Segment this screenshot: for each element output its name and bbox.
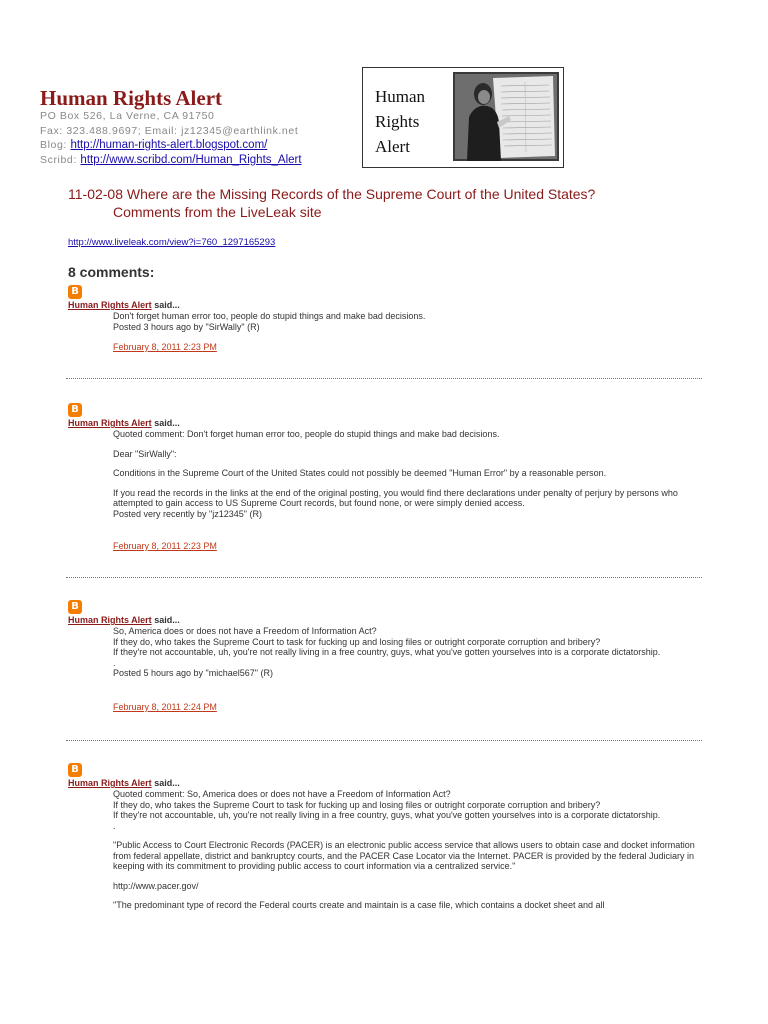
blog-link[interactable]: http://human-rights-alert.blogspot.com/ xyxy=(70,139,268,151)
comment-line: Don't forget human error too, people do stupid things and make bad decisions. xyxy=(113,311,426,321)
comment-line: Quoted comment: Don't forget human error too, people do stupid things and make bad decisions. xyxy=(113,429,500,439)
comment-timestamp[interactable]: February 8, 2011 2:24 PM xyxy=(113,702,217,712)
source-link[interactable]: http://www.liveleak.com/view?i=760_1297165293 xyxy=(68,237,276,248)
comment-body xyxy=(113,311,695,332)
comment-line: http://www.pacer.gov/ xyxy=(113,880,199,891)
comment-author xyxy=(68,300,180,310)
author-link[interactable]: Human Rights Alert xyxy=(68,778,152,788)
paragraph-gap xyxy=(113,479,695,488)
comment-body xyxy=(113,429,695,519)
org-title: Human Rights Alert xyxy=(40,86,223,110)
comment-line: So, America does or does not have a Freedom of Information Act? xyxy=(113,626,377,636)
comment-separator xyxy=(66,740,702,741)
logo xyxy=(362,67,564,168)
comment-line: If they're not accountable, uh, you're not really living in a free country, guys, what you've gotten yourselves into is a corporate dictatorship. xyxy=(113,810,661,820)
said-label: said... xyxy=(154,615,180,625)
paragraph-gap xyxy=(113,891,695,900)
post-title-line-1: 11-02-08 Where are the Missing Records of the Supreme Court of the United States? xyxy=(68,186,596,202)
comment-line: If you read the records in the links at the end of the original posting, you would find there declarations under penalty of perjury by persons who attempted to gain access to US Supreme Court records, but found none, or were simply denied access. xyxy=(113,487,678,508)
fax-email-line: Fax: 323.488.9697; Email: jz12345@earthlink.net xyxy=(40,125,299,137)
comment-separator xyxy=(66,577,702,578)
scribd-link[interactable]: http://www.scribd.com/Human_Rights_Alert xyxy=(80,154,302,166)
blogger-icon: B xyxy=(68,285,82,299)
post-title xyxy=(68,185,648,221)
said-label: said... xyxy=(154,300,180,310)
comment-body xyxy=(113,626,695,679)
comment-line: Posted 5 hours ago by "michael567" (R) xyxy=(113,668,273,678)
comment-line: Posted 3 hours ago by "SirWally" (R) xyxy=(113,321,260,332)
paragraph-gap xyxy=(113,440,695,449)
blogger-icon: B xyxy=(68,403,82,417)
scribd-label: Scribd: xyxy=(40,154,77,166)
comment-line: If they're not accountable, uh, you're not really living in a free country, guys, what you've gotten yourselves into is a corporate dictatorship. xyxy=(113,647,661,657)
blogger-icon: B xyxy=(68,600,82,614)
comment-line: If they do, who takes the Supreme Court to task for fucking up and losing files or outright corporate corruption and bribery? xyxy=(113,636,601,647)
comment-line: "The predominant type of record the Federal courts create and maintain is a case file, which contains a docket sheet and all xyxy=(113,900,605,910)
logo-word-1: Human xyxy=(375,87,426,106)
comment-author xyxy=(68,615,180,625)
comment-line: "Public Access to Court Electronic Records (PACER) is an electronic public access service that allows users to obtain case and docket information from federal appellate, district and bankruptcy courts, and the PACER Case Locator via the Internet. PACER is provided by the federal Judiciary in keeping with its commitment to providing public access to court information via a centralized service." xyxy=(113,840,695,871)
said-label: said... xyxy=(154,418,180,428)
paragraph-gap xyxy=(113,459,695,468)
comment-author xyxy=(68,778,180,788)
logo-text xyxy=(375,84,425,159)
address-line: PO Box 526, La Verne, CA 91750 xyxy=(40,110,215,122)
comment-author xyxy=(68,418,180,428)
comment-timestamp[interactable]: February 8, 2011 2:23 PM xyxy=(113,541,217,551)
comment-line: Dear "SirWally": xyxy=(113,448,177,459)
author-link[interactable]: Human Rights Alert xyxy=(68,615,152,625)
blog-label: Blog: xyxy=(40,139,67,151)
comment-line: If they do, who takes the Supreme Court to task for fucking up and losing files or outright corporate corruption and bribery? xyxy=(113,799,601,810)
author-link[interactable]: Human Rights Alert xyxy=(68,300,152,310)
comment-line: Posted very recently by "jz12345" (R) xyxy=(113,508,262,519)
comment-line: Conditions in the Supreme Court of the United States could not possibly be deemed "Human Error" by a reasonable person. xyxy=(113,468,607,478)
comment-timestamp[interactable]: February 8, 2011 2:23 PM xyxy=(113,342,217,352)
comment-line: . xyxy=(113,820,116,831)
logo-word-3: Alert xyxy=(375,137,410,156)
comments-heading: 8 comments: xyxy=(68,264,155,280)
paragraph-gap xyxy=(113,831,695,840)
logo-word-2: Rights xyxy=(375,112,420,131)
comment-line: . xyxy=(113,657,116,668)
said-label: said... xyxy=(154,778,180,788)
comment-line: Quoted comment: So, America does or does not have a Freedom of Information Act? xyxy=(113,789,451,799)
author-link[interactable]: Human Rights Alert xyxy=(68,418,152,428)
comment-separator xyxy=(66,378,702,379)
paragraph-gap xyxy=(113,872,695,881)
comment-body xyxy=(113,789,695,911)
scribd-line xyxy=(40,154,302,166)
post-title-line-2: Comments from the LiveLeak site xyxy=(113,204,322,220)
logo-photo xyxy=(453,72,559,161)
blog-line xyxy=(40,139,267,151)
blogger-icon: B xyxy=(68,763,82,777)
